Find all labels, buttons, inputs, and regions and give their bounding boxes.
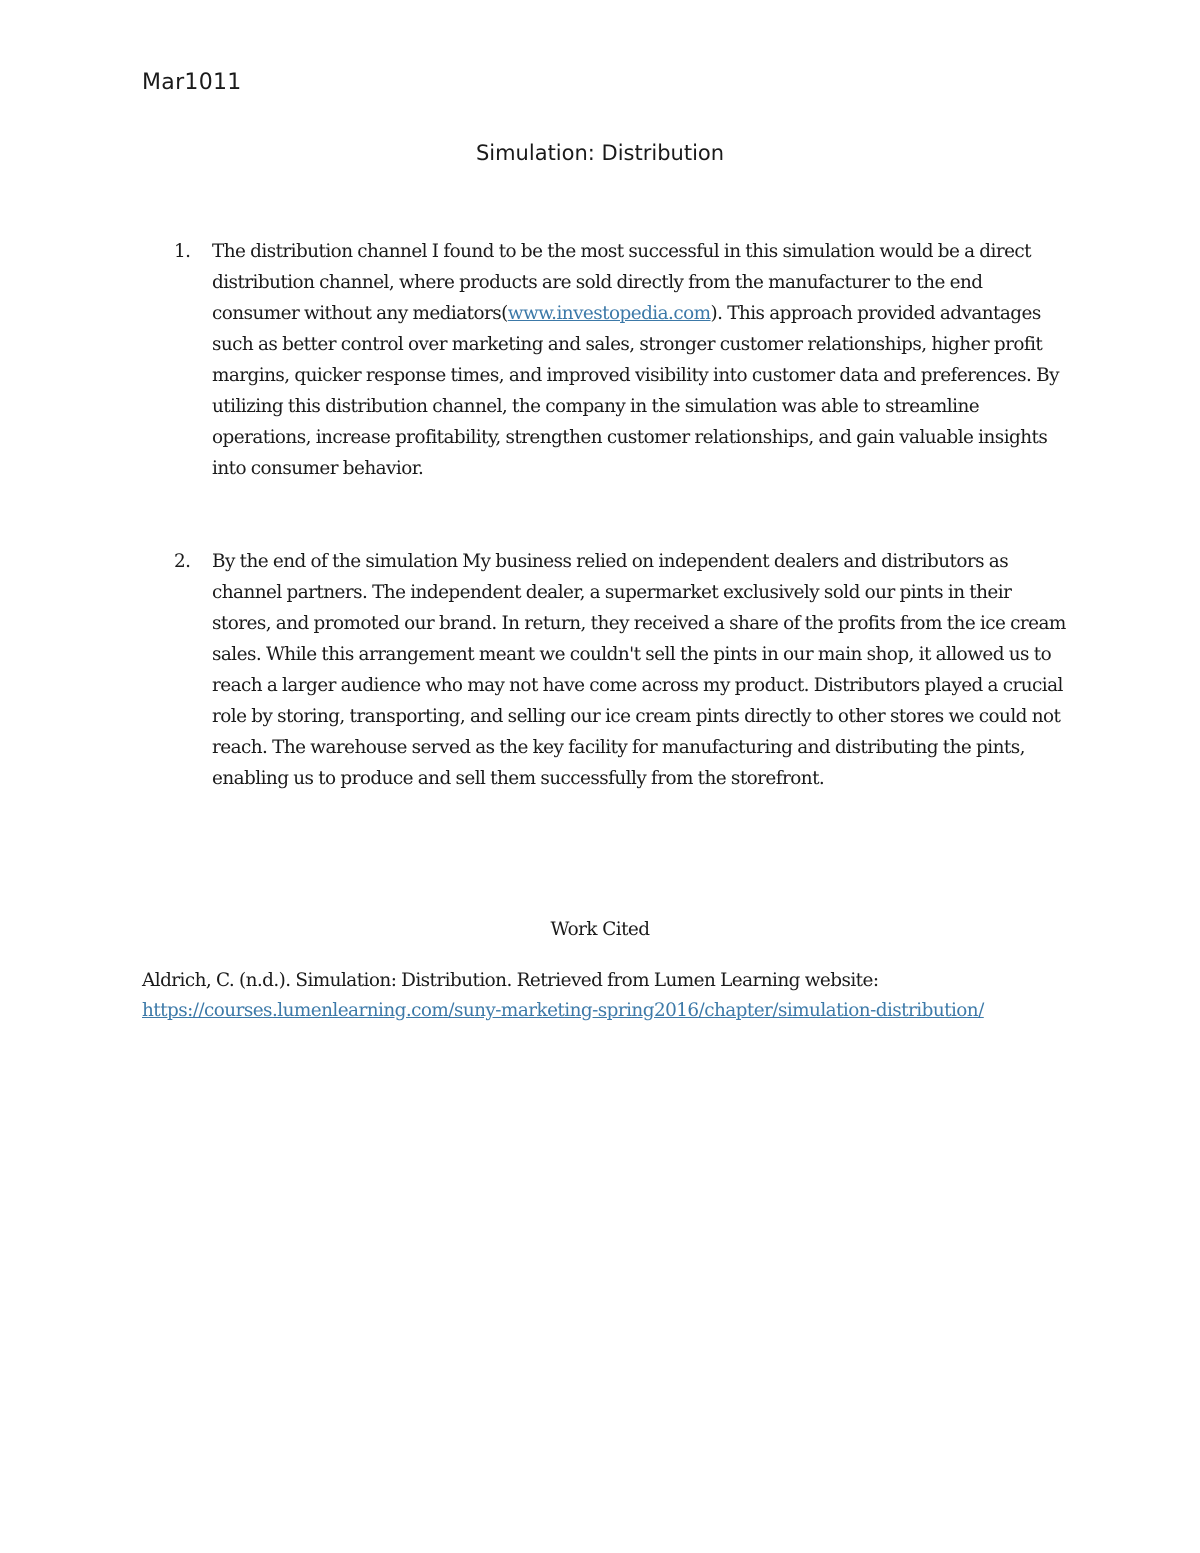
- paragraph-text-before-link: The distribution channel I found to be the most successful in this simulation would be a direct distribution channel, where products are sold directly from the manufacturer to the end consumer without any mediators(: [212, 241, 1032, 324]
- citation: [142, 966, 1082, 1026]
- course-code: Mar1011: [142, 70, 242, 95]
- investopedia-link[interactable]: www.investopedia.com: [507, 303, 711, 324]
- list-item-number: 2.: [174, 551, 191, 572]
- list-item-text: By the end of the simulation My business relied on independent dealers and distributors as channel partners. The independent dealer, a supermarket exclusively sold our pints in their stores, and promoted our brand. In return, they received a share of the profits from the ice cream sales. While this arrangement meant we couldn't sell the pints in our main shop, it allowed us to reach a larger audience who may not have come across my product. Distributors played a crucial role by storing, transporting, and selling our ice cream pints directly to other stores we could not reach. The warehouse served as the key facility for manufacturing and distributing the pints, enabling us to produce and sell them successfully from the storefront.: [212, 551, 1066, 789]
- list-item: [174, 236, 1074, 484]
- list-item-text: [212, 236, 1074, 484]
- list-item: [174, 546, 1074, 794]
- page-title: Simulation: Distribution: [475, 141, 725, 165]
- citation-link[interactable]: https://courses.lumenlearning.com/suny-marketing-spring2016/chapter/simulation-distribution/: [142, 1000, 984, 1021]
- citation-text: Aldrich, C. (n.d.). Simulation: Distribution. Retrieved from Lumen Learning website:: [142, 970, 879, 991]
- list-item-number: 1.: [174, 241, 191, 262]
- works-cited-heading: Work Cited: [550, 919, 650, 940]
- paragraph-text-after-link: ). This approach provided advantages such as better control over marketing and sales, stronger customer relationships, higher profit margins, quicker response times, and improved visibility into customer data and preferences. By utilizing this distribution channel, the company in the simulation was able to streamline operations, increase profitability, strengthen customer relationships, and gain valuable insights into consumer behavior.: [212, 303, 1059, 479]
